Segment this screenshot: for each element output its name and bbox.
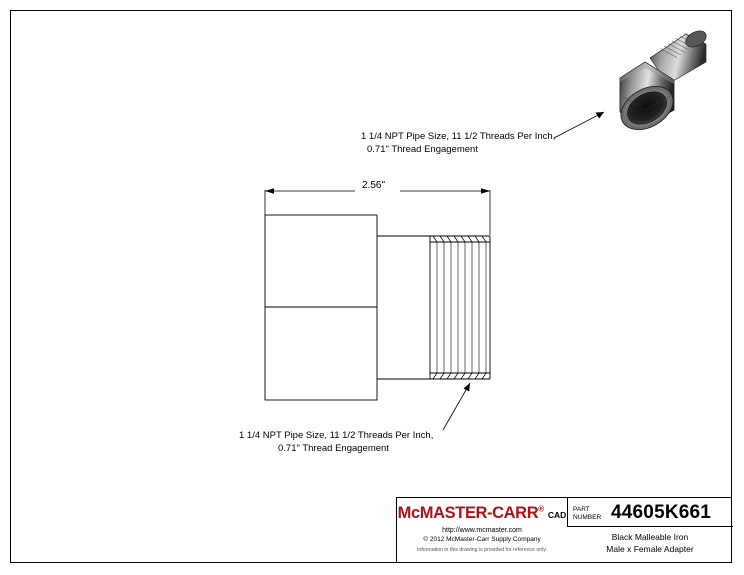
title-block xyxy=(396,497,732,563)
part-description-line2: Male x Female Adapter xyxy=(606,544,694,554)
dimension-label-overall-length: 2.56" xyxy=(362,180,386,191)
part-number-label xyxy=(573,506,601,522)
logo-text: McMASTER-CARR xyxy=(397,504,539,522)
company-url[interactable]: http://www.mcmaster.com xyxy=(442,527,522,534)
callout-bottom-line1: 1 1/4 NPT Pipe Size, 11 1/2 Threads Per Inch, xyxy=(239,430,434,441)
callout-top xyxy=(361,131,555,156)
dimension-overall-length xyxy=(265,188,490,235)
reference-note: Information in this drawing is provided for reference only. xyxy=(417,547,547,553)
part-outline-male-thread xyxy=(377,236,490,379)
leader-line-bottom xyxy=(443,383,470,430)
callout-bottom-line2: 0.71" Thread Engagement xyxy=(278,442,389,454)
part-outline-body xyxy=(265,215,377,400)
callout-bottom xyxy=(239,430,433,455)
title-block-horizontal-divider xyxy=(567,526,733,527)
callout-top-line1: 1 1/4 NPT Pipe Size, 11 1/2 Threads Per Inch, xyxy=(361,131,556,142)
copyright-notice: © 2012 McMaster-Carr Supply Company xyxy=(423,536,541,543)
part-description xyxy=(567,531,733,555)
part-number-label-line2: NUMBER xyxy=(573,514,602,521)
leader-line-top xyxy=(554,112,604,138)
mcmaster-carr-logo xyxy=(397,504,567,523)
part-number-value: 44605K661 xyxy=(611,502,712,523)
title-block-vertical-divider xyxy=(567,498,568,526)
title-block-brand xyxy=(397,498,567,563)
callout-top-line2: 0.71" Thread Engagement xyxy=(367,143,478,155)
thread-crests xyxy=(433,236,486,379)
part-number-label-line1: PART xyxy=(573,506,590,513)
logo-registered-mark: ® xyxy=(538,504,544,514)
logo-cad-label: CAD xyxy=(547,510,567,520)
part-description-line1: Black Malleable Iron xyxy=(611,532,689,542)
